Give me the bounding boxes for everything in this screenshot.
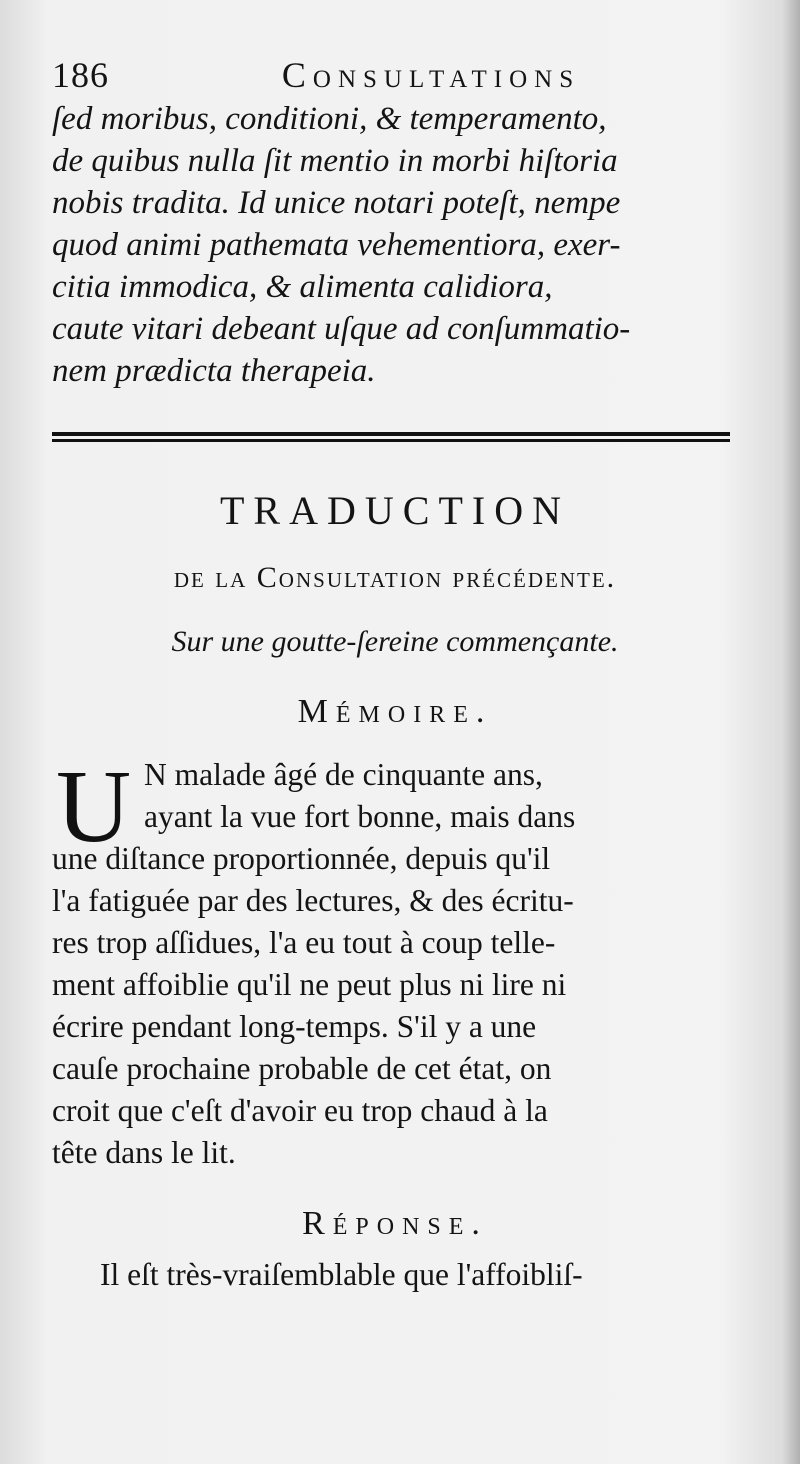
section-title: TRADUCTION	[220, 488, 570, 533]
section-subtitle: de la Consultation précédente.	[173, 561, 617, 594]
latin-paragraph	[52, 98, 738, 392]
memoire-heading: Mémoire.	[297, 693, 493, 730]
text-line: croit que c'eſt d'avoir eu trop chaud à la	[52, 1093, 548, 1128]
text-line: ayant la vue fort bonne, mais dans	[144, 799, 576, 834]
ornamental-rule	[52, 432, 730, 442]
text-line: caute vitari debeant uſque ad conſummatio-	[52, 311, 631, 347]
running-title: Consultations	[281, 55, 581, 95]
text-line: quod animi pathemata vehementiora, exer-	[52, 227, 621, 263]
text-line: cauſe prochaine probable de cet état, on	[52, 1051, 552, 1086]
text-line: tête dans le lit.	[52, 1135, 236, 1170]
text-line: ment affoiblie qu'il ne peut plus ni lire ni	[52, 967, 567, 1002]
memoire-paragraph	[52, 749, 748, 1174]
reponse-heading: Réponse.	[302, 1205, 488, 1242]
running-head	[52, 52, 740, 98]
page-number: 186	[52, 55, 109, 95]
text-line: citia immodica, & alimenta calidiora,	[52, 269, 553, 305]
text-line: N malade âgé de cinquante ans,	[144, 757, 543, 792]
reponse-paragraph	[52, 1254, 748, 1296]
text-line: Il eſt très-vraiſemblable que l'affoibliſ-	[100, 1257, 583, 1292]
text-line: nem prædicta therapeia.	[52, 353, 376, 389]
text-line: l'a fatiguée par des lectures, & des écritu-	[52, 883, 574, 918]
drop-cap: U	[56, 749, 132, 864]
text-line: res trop aſſidues, l'a eu tout à coup telle-	[52, 925, 556, 960]
text-line: une diſtance proportionnée, depuis qu'il	[52, 841, 551, 876]
text-line: de quibus nulla ſit mentio in morbi hiſtoria	[52, 143, 618, 179]
text-line: écrire pendant long-temps. S'il y a une	[52, 1009, 537, 1044]
section-topic: Sur une goutte-ſereine commençante.	[171, 625, 619, 658]
text-line: nobis tradita. Id unice notari poteſt, nempe	[52, 185, 621, 221]
text-line: ſed moribus, conditioni, & temperamento,	[52, 101, 607, 137]
